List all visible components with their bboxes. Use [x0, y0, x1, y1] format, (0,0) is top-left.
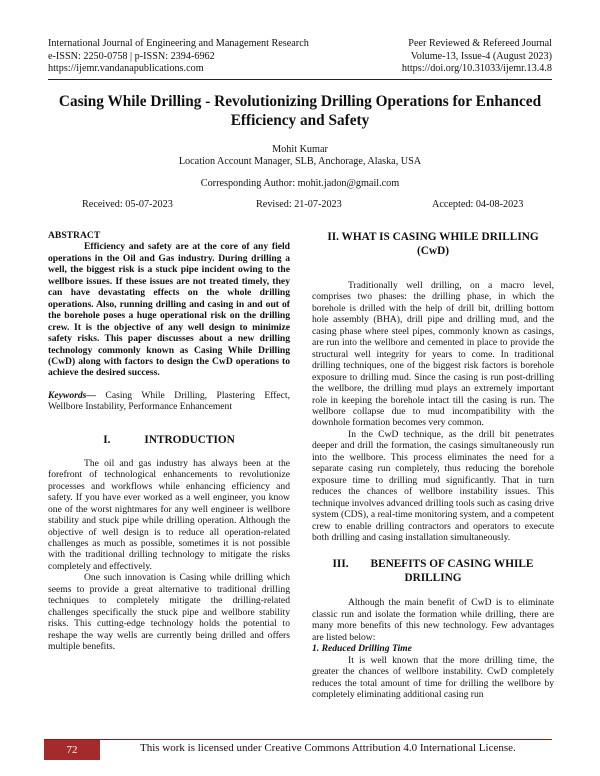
received-date: Received: 05-07-2023	[82, 199, 173, 210]
what-paragraph-1: Traditionally well drilling, on a macro level, comprises two phases: the drilling phase, in which the borehole is drilled with the help of drill bit, drilling bottom hole assembly (BHA), drill pipe and drilling mud, and the casing phase where steel pipes, commonly known as casings, are run into the wellbore and cemented in place to provide the structural well integrity for years to come. In traditional drilling techniques, one of the biggest risk factors is borehole exposure to drilling mud. Since the casing is run post-drilling the wellbore, the drilling mud plays an extremely important role in keeping the borehole intact till the casing is run. The wellbore collapse due to mud incompatibility with the downhole formation becomes very common.	[312, 280, 554, 429]
header-left	[48, 38, 309, 76]
intro-paragraph-2: One such innovation is Casing while drilling which seems to provide a great alternative to traditional drilling techniques to completely mitigate the drilling-related challenges specifically the stuck pipe and wellbore stability risks. This cutting-edge technology holds the potential to reshape the way wells are currently being drilled and offers multiple benefits.	[48, 572, 290, 653]
left-column	[48, 230, 290, 653]
volume-issue: Volume-13, Issue-4 (August 2023)	[410, 50, 552, 62]
subheading-reduced-drilling-time: 1. Reduced Drilling Time	[312, 643, 412, 655]
accepted-date: Accepted: 04-08-2023	[432, 199, 524, 210]
section-number: I.	[103, 433, 111, 446]
abstract-heading: ABSTRACT	[48, 230, 101, 241]
section-title: INTRODUCTION	[144, 433, 235, 446]
author-name: Mohit Kumar	[272, 144, 328, 155]
benefits-paragraph-1: Although the main benefit of CwD is to eliminate classic run and isolate the formation while drilling, there are many more benefits of this new technology. Few advantages are listed below:	[312, 597, 554, 643]
license-text: This work is licensed under Creative Commons Attribution 4.0 International License.	[140, 742, 516, 754]
review-type: Peer Reviewed & Refereed Journal	[408, 38, 552, 49]
paper-title: Casing While Drilling - Revolutionizing Drilling Operations for Enhanced Efficiency and Safety	[58, 93, 542, 129]
header-right	[402, 38, 552, 76]
section-title: BENEFITS OF CASING WHILE DRILLING	[370, 558, 534, 585]
journal-url[interactable]: https://ijemr.vandanapublications.com	[48, 63, 204, 74]
section-heading-what-is-cwd: II. WHAT IS CASING WHILE DRILLING (CwD)	[327, 231, 539, 257]
keywords	[48, 390, 290, 413]
intro-paragraph-1: The oil and gas industry has always been at the forefront of technological enhancements to revolutionize processes and workflows while enhancing efficiency and safety. If you have ever worked as a well engineer, you know one of the worst nightmares for any well engineer is wellbore stability and stuck pipe while drilling operation. Although the objective of well design is to reduce all operation-related challenges as much as possible, sometimes it is not possible with the traditional drilling technology to mitigate the risks completely and effectively.	[48, 457, 290, 572]
what-paragraph-2: In the CwD technique, as the drill bit penetrates deeper and drill the formation, the casings simultaneously run into the wellbore. This process eliminates the need for a separate casing run completely, thus reducing the borehole exposure time to drilling mud significantly. That in turn reduces the chances of wellbore instability issues. This technique involves advanced drilling tools such as casing drive system (CDS), a real-time monitoring system, and a competent crew to enable drilling contractors and operators to execute both drilling and casing installation simultaneously.	[312, 428, 554, 543]
header-rule	[48, 79, 552, 80]
revised-date: Revised: 21-07-2023	[256, 199, 342, 210]
right-column	[312, 230, 554, 701]
issn-line: e-ISSN: 2250-0758 | p-ISSN: 2394-6962	[48, 50, 215, 62]
section-heading-benefits	[312, 557, 554, 585]
doi-link[interactable]: https://doi.org/10.31033/ijemr.13.4.8	[401, 63, 552, 74]
keywords-label: Keywords—	[48, 389, 96, 401]
section-heading-introduction	[48, 433, 290, 447]
benefits-paragraph-2: It is well known that the more drilling time, the greater the chances of wellbore instability. CwD completely reduces the total amount of time for drilling the wellbore by completely eliminating additional casing run	[312, 654, 554, 701]
keywords-text: Casing While Drilling, Plastering Effect, Wellbore Instability, Performance Enhancement	[48, 389, 290, 413]
journal-name: International Journal of Engineering and Management Research	[48, 38, 309, 49]
page-number: 72	[44, 740, 100, 760]
author-affiliation: Location Account Manager, SLB, Anchorage, Alaska, USA	[178, 156, 422, 167]
corresponding-author: Corresponding Author: mohit.jadon@gmail.com	[200, 178, 400, 189]
section-number: III.	[332, 558, 349, 571]
abstract-text: Efficiency and safety are at the core of any field operations in the Oil and Gas industry. During drilling a well, the biggest risk is a stuck pipe incident owing to the wellbore issues. If these issues are not treated timely, they can have devastating effects on the whole drilling operations. Also, running drilling and casing in and out of the borehole poses a huge operational risk on the drilling crew. It is the objective of any well design to minimize safety risks. This paper discusses about a new drilling technology commonly known as Casing While Drilling (CwD) along with factors to design the CwD operations to achieve the desired success.	[48, 241, 290, 379]
